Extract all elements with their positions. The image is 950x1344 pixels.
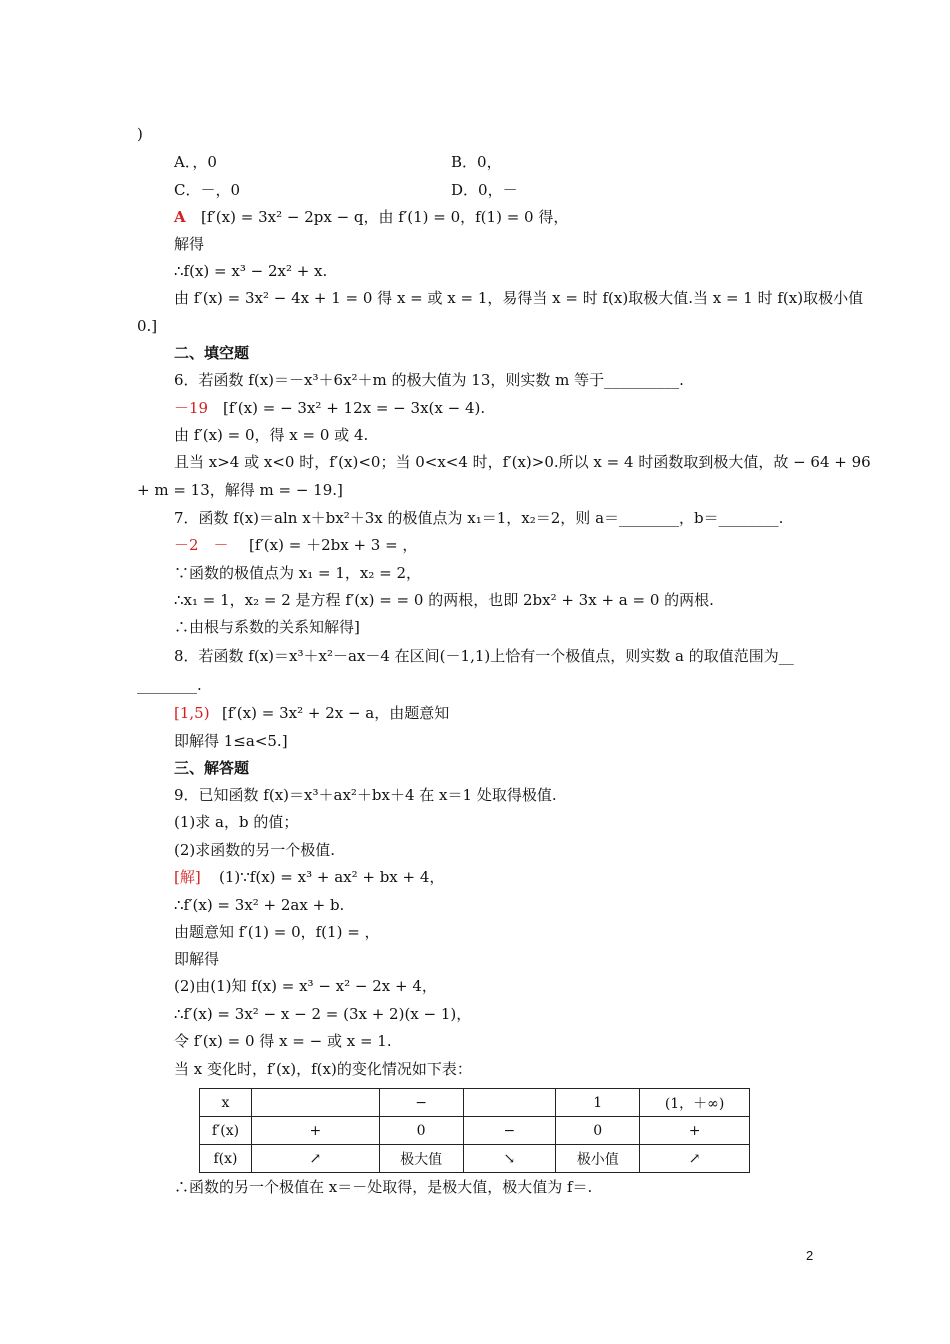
- answer-label: －2 －: [174, 536, 229, 554]
- table-row: [200, 1089, 750, 1117]
- solution-line: [f′(x) = ＋2bx + 3 = ，: [249, 536, 418, 554]
- question-6: 6．若函数 f(x)＝－x³＋6x²＋m 的极大值为 13，则实数 m 等于__________.: [174, 371, 684, 389]
- table-cell: 0: [556, 1117, 640, 1145]
- table-row: [200, 1117, 750, 1145]
- question-9-part: (2)求函数的另一个极值.: [174, 841, 336, 859]
- section-heading: 二、填空题: [174, 344, 250, 362]
- table-cell: [463, 1089, 556, 1117]
- answer-label: －19: [174, 399, 209, 417]
- table-cell: ↘: [463, 1145, 556, 1173]
- solution-line: 由 f′(x) = 0，得 x = 0 或 4.: [174, 426, 369, 444]
- solution-line: [f′(x) = 3x² + 2x − a，由题意知: [222, 704, 450, 722]
- table-cell: f(x): [200, 1145, 252, 1173]
- question-9: 9．已知函数 f(x)＝x³＋ax²＋bx＋4 在 x＝1 处取得极值.: [174, 786, 557, 804]
- solution-line: 令 f′(x) = 0 得 x = − 或 x = 1.: [174, 1032, 392, 1050]
- solution-line: ∴f′(x) = 3x² + 2ax + b.: [174, 896, 345, 914]
- table-cell: −: [463, 1117, 556, 1145]
- section-heading: 三、解答题: [174, 759, 250, 777]
- solution-line: ∵函数的极值点为 x₁ = 1，x₂ = 2，: [174, 564, 422, 582]
- solution-line: 由题意知 f′(1) = 0，f(1) = ，: [174, 923, 380, 941]
- table-cell: 极大值: [379, 1145, 463, 1173]
- solution-line: 解得: [174, 235, 205, 253]
- question-8-blank: ________.: [137, 676, 202, 694]
- solution-line: ∴f′(x) = 3x² − x − 2 = (3x + 2)(x − 1)，: [174, 1005, 472, 1023]
- solution-line: + m = 13，解得 m = − 19.]: [137, 481, 343, 499]
- solution-line: ∴f(x) = x³ − 2x² + x.: [174, 262, 328, 280]
- table-cell: ↗: [640, 1145, 750, 1173]
- page-number: 2: [806, 1248, 814, 1263]
- conclusion-line: ∴函数的另一个极值在 x＝－处取得，是极大值，极大值为 f＝.: [174, 1178, 593, 1196]
- table-cell: 极小值: [556, 1145, 640, 1173]
- solution-line: 即解得: [174, 950, 220, 968]
- solution-line: ∴x₁ = 1，x₂ = 2 是方程 f′(x) = = 0 的两根，也即 2bx² + 3x + a = 0 的两根.: [174, 591, 714, 609]
- table-cell: +: [251, 1117, 379, 1145]
- solution-line: 且当 x>4 或 x<0 时，f′(x)<0；当 0<x<4 时，f′(x)>0.所以 x = 4 时函数取到极大值，故 − 64 + 96: [174, 453, 871, 471]
- table-cell: [251, 1089, 379, 1117]
- question-7: 7．函数 f(x)＝aln x＋bx²＋3x 的极值点为 x₁＝1，x₂＝2，则 a＝________，b＝________.: [174, 509, 784, 527]
- option-d: D．0，－: [451, 181, 518, 199]
- variation-table: [199, 1088, 750, 1173]
- solution-line: 即解得 1≤a<5.]: [174, 732, 288, 750]
- table-cell: (1，＋∞): [640, 1089, 750, 1117]
- solution-line: 0.]: [137, 317, 158, 335]
- option-b: B．0，: [451, 153, 502, 171]
- question-9-part: (1)求 a，b 的值；: [174, 813, 299, 831]
- solution-line: 由 f′(x) = 3x² − 4x + 1 = 0 得 x = 或 x = 1，易得当 x = 时 f(x)取极大值.当 x = 1 时 f(x)取极小值: [174, 289, 864, 307]
- option-a: A．，0: [174, 153, 217, 171]
- table-cell: ↗: [251, 1145, 379, 1173]
- answer-label: [1,5): [174, 704, 210, 722]
- solution-line: [f′(x) = 3x² − 2px − q，由 f′(1) = 0，f(1) = 0 得，: [201, 208, 569, 226]
- solution-line: ∴由根与系数的关系知解得]: [174, 618, 360, 636]
- table-cell: 0: [379, 1117, 463, 1145]
- table-cell: 1: [556, 1089, 640, 1117]
- solution-line: (2)由(1)知 f(x) = x³ − x² − 2x + 4，: [174, 977, 437, 995]
- solution-line: 当 x 变化时，f′(x)，f(x)的变化情况如下表：: [174, 1060, 472, 1078]
- table-cell: −: [379, 1089, 463, 1117]
- answer-label: [解]: [174, 868, 201, 886]
- solution-line: [f′(x) = − 3x² + 12x = − 3x(x − 4).: [223, 399, 486, 417]
- solution-line: (1)∵f(x) = x³ + ax² + bx + 4，: [219, 868, 445, 886]
- question-8: 8．若函数 f(x)＝x³＋x²－ax－4 在区间(－1,1)上恰有一个极值点，则实数 a 的取值范围为__: [174, 647, 794, 665]
- table-cell: +: [640, 1117, 750, 1145]
- text-line: ): [137, 125, 143, 143]
- table-row: [200, 1145, 750, 1173]
- table-cell: f′(x): [200, 1117, 252, 1145]
- answer-label: A: [174, 208, 186, 226]
- option-c: C．－，0: [174, 181, 241, 199]
- table-cell: x: [200, 1089, 252, 1117]
